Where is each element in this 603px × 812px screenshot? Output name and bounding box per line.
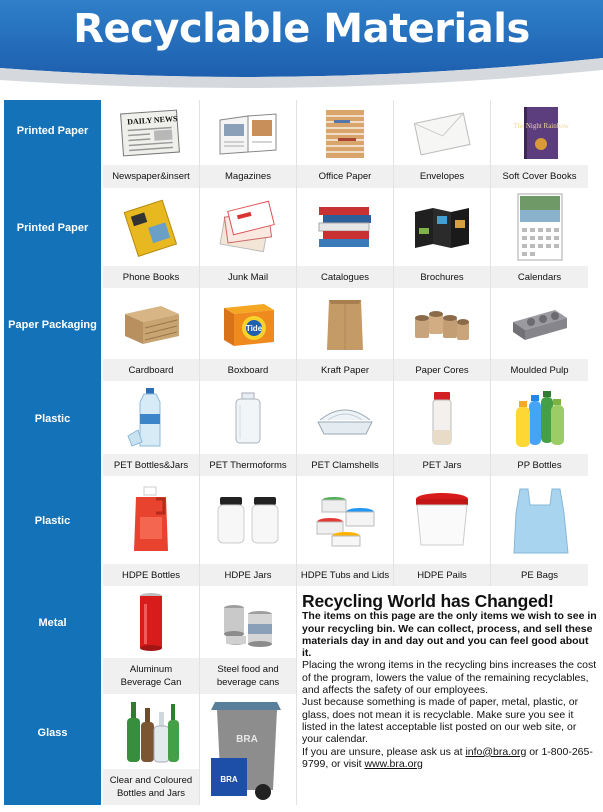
svg-text:BRA: BRA (220, 774, 238, 784)
brochure-icon (411, 202, 473, 252)
plastic-bag-icon (508, 483, 572, 557)
item-label: Kraft Paper (297, 359, 393, 381)
item-label: PE Bags (491, 564, 588, 586)
pail-icon (409, 489, 475, 551)
item-calendars (491, 188, 588, 288)
item-pet-bottles (103, 381, 200, 476)
glass-bottles-icon (121, 698, 181, 764)
cardboard-icon (121, 300, 181, 348)
item-pet-clamshells (297, 381, 394, 476)
item-hdpe-jars (200, 476, 297, 586)
recycling-bin-icon (203, 696, 293, 804)
item-soft-cover-books (491, 100, 588, 188)
supplement-jars-icon (212, 493, 284, 547)
message-heading: Recycling World has Changed! (302, 591, 554, 611)
item-phone-books (103, 188, 200, 288)
item-label: Boxboard (200, 359, 296, 381)
item-moulded-pulp (491, 288, 588, 381)
item-label: Paper Cores (394, 359, 490, 381)
paper-stack-icon (320, 104, 370, 162)
message-contact (302, 746, 598, 771)
row-label-paper-packaging: Paper Packaging (8, 319, 97, 331)
item-cardboard (103, 288, 200, 381)
book-icon (512, 104, 569, 162)
message-intro: The items on this page are the only items we wish to see in your recycling bin. We can collect, process, and sell these materials day in and day out and you can feel good about it. (302, 610, 597, 660)
item-label: HDPE Bottles (103, 564, 199, 586)
item-label: HDPE Tubs and Lids (297, 564, 393, 586)
item-magazines (200, 100, 297, 188)
calendar-icon (514, 192, 566, 262)
item-label: Phone Books (103, 266, 199, 288)
item-paper-cores (394, 288, 491, 381)
egg-carton-icon (509, 302, 571, 346)
item-steel-cans (200, 586, 297, 694)
item-label: Envelopes (394, 165, 490, 188)
shampoo-bottles-icon (511, 387, 569, 449)
row-label-glass: Glass (37, 727, 68, 739)
item-label: Newspaper&insert (103, 165, 199, 188)
magazine-icon (216, 108, 280, 158)
item-label: Cardboard (103, 359, 199, 381)
soda-can-icon (133, 590, 169, 654)
paper-core-icon (411, 304, 473, 344)
contact-prefix: If you are unsure, please ask us at (302, 745, 466, 758)
item-label: Junk Mail (200, 266, 296, 288)
item-kraft-paper (297, 288, 394, 381)
header-banner (0, 0, 603, 92)
item-label: PET Jars (394, 454, 490, 476)
newspaper-icon (120, 108, 182, 158)
item-aluminum-can (103, 586, 200, 694)
envelope-icon (411, 110, 473, 156)
row-label-plastic-1: Plastic (34, 413, 71, 425)
row-label-printed-paper-2: Printed Paper (16, 222, 89, 234)
item-label: Clear and Coloured Bottles and Jars (103, 769, 199, 805)
message-para-2: Just because something is made of paper, metal, plastic, or glass, does not mean it is recyclable. Make sure you see it listed in the latest acceptable list posted on our web site, or your calendar. (302, 696, 579, 746)
item-label: HDPE Jars (200, 564, 296, 586)
item-label: PET Clamshells (297, 454, 393, 476)
catalogue-icon (315, 201, 375, 253)
item-hdpe-tubs (297, 476, 394, 586)
item-office-paper (297, 100, 394, 188)
item-label: Brochures (394, 266, 490, 288)
detergent-jug-icon (128, 483, 174, 557)
svg-text:Tide: Tide (245, 323, 263, 333)
item-label: Magazines (200, 165, 296, 188)
detergent-box-icon (218, 298, 278, 350)
contact-mid: or 1-800-265-9799, or visit (302, 745, 593, 770)
svg-text:The Night Rainbow: The Night Rainbow (512, 121, 569, 130)
steel-cans-icon (216, 592, 280, 652)
item-catalogues (297, 188, 394, 288)
item-label: Calendars (491, 266, 588, 288)
junk-mail-icon (216, 200, 280, 254)
item-pe-bags (491, 476, 588, 586)
item-pp-bottles (491, 381, 588, 476)
item-brochures (394, 188, 491, 288)
clamshell-icon (314, 398, 376, 438)
category-sidebar (4, 100, 101, 805)
email-link[interactable]: info@bra.org (465, 745, 527, 758)
item-pet-jars (394, 381, 491, 476)
item-recycling-bin (200, 694, 297, 805)
item-label: Catalogues (297, 266, 393, 288)
message-para-1: Placing the wrong items in the recycling bins increases the cost of the program, lowers the value of the remaining recyclables, and affects the safety of our employees. (302, 659, 597, 697)
item-hdpe-bottles (103, 476, 200, 586)
item-label: Moulded Pulp (491, 359, 588, 381)
recycling-message (302, 591, 598, 770)
svg-text:BRA: BRA (236, 733, 258, 745)
row-label-plastic-2: Plastic (34, 515, 71, 527)
item-label: PET Thermoforms (200, 454, 296, 476)
page-title: Recyclable Materials (73, 6, 530, 52)
item-boxboard (200, 288, 297, 381)
item-label: HDPE Pails (394, 564, 490, 586)
water-bottle-icon (126, 386, 176, 450)
phone-book-icon (120, 197, 182, 257)
item-hdpe-pails (394, 476, 491, 586)
paper-bag-icon (323, 294, 367, 354)
row-label-metal: Metal (38, 617, 67, 629)
row-label-printed-paper-1: Printed Paper (16, 125, 89, 137)
spice-jar-icon (427, 388, 457, 448)
item-label: Steel food and beverage cans (200, 658, 296, 694)
item-pet-thermoforms (200, 381, 297, 476)
item-label: Office Paper (297, 165, 393, 188)
item-junk-mail (200, 188, 297, 288)
item-label: Soft Cover Books (491, 165, 588, 188)
thermoform-icon (228, 389, 268, 447)
item-label: Aluminum Beverage Can (103, 658, 199, 694)
website-link[interactable]: www.bra.org (364, 757, 423, 770)
item-envelopes (394, 100, 491, 188)
item-label: PET Bottles&Jars (103, 454, 199, 476)
svg-text:DAILY NEWS: DAILY NEWS (126, 113, 178, 127)
item-newspaper (103, 100, 200, 188)
food-tubs-icon (312, 490, 378, 550)
item-label: PP Bottles (491, 454, 588, 476)
item-glass-bottles (103, 694, 200, 805)
